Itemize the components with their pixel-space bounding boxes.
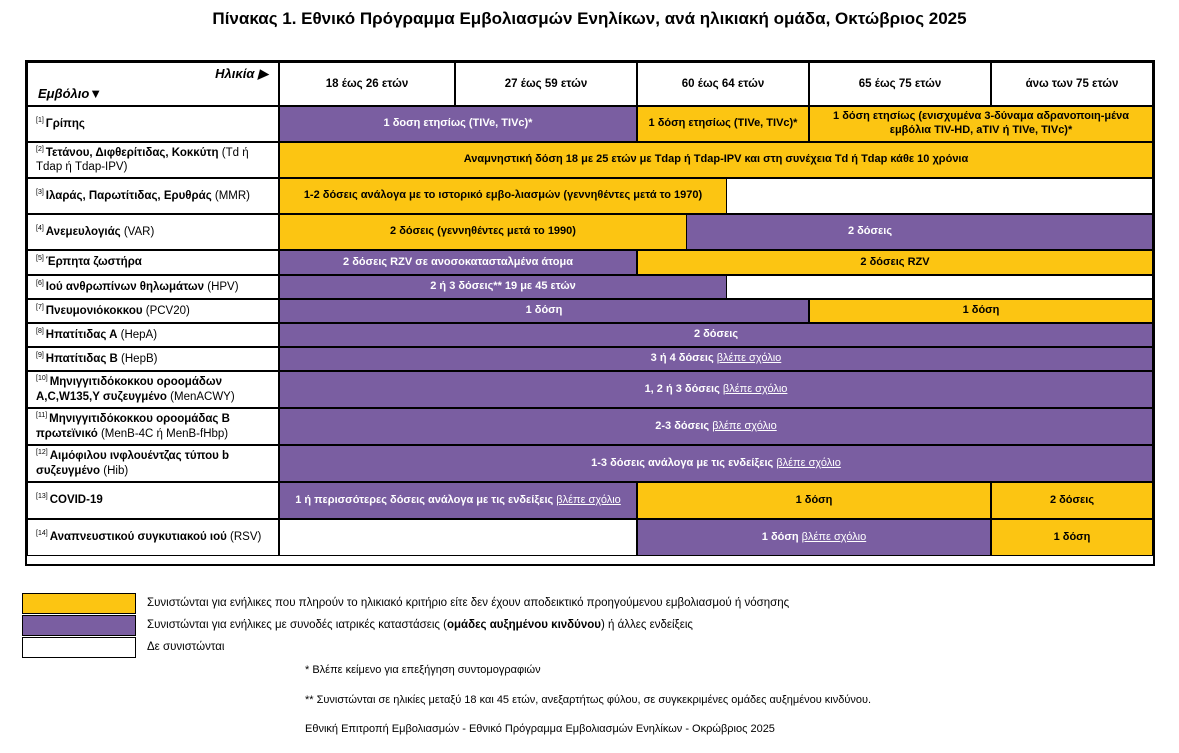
recommendation-text: 2 δόσεις RZV bbox=[860, 255, 930, 268]
vaccine-name: Ηπατίτιδας Α bbox=[45, 328, 118, 341]
page-title: Πίνακας 1. Εθνικό Πρόγραμμα Εμβολιασμών Ενηλίκων, ανά ηλικιακή ομάδα, Οκτώβριος 2025 bbox=[212, 9, 967, 28]
vaccine-name: Ιού ανθρωπίνων θηλωμάτων bbox=[45, 280, 205, 293]
recommendation-text: 1, 2 ή 3 δόσεις bbox=[644, 382, 720, 395]
recommendation-text: 1 δόση bbox=[962, 304, 1000, 317]
vaccine-abbreviation: (HepA) bbox=[120, 328, 158, 341]
legend-swatch-yellow bbox=[22, 593, 136, 614]
age-header-over-75: άνω των 75 ετών bbox=[991, 62, 1153, 106]
reference-number: [5] bbox=[36, 255, 44, 263]
reference-number: [8] bbox=[36, 327, 44, 335]
see-note-link[interactable]: βλέπε σχόλιο bbox=[722, 382, 788, 395]
recommendation-cell-yellow bbox=[637, 106, 809, 142]
vaccine-name: COVID-19 bbox=[49, 494, 103, 507]
reference-number: [1] bbox=[36, 116, 44, 124]
recommendation-text: 2 δόσεις bbox=[847, 225, 893, 238]
vaccine-abbreviation: (MMR) bbox=[214, 189, 251, 202]
recommendation-text: 2 δόσεις RZV σε ανοσοκατασταλμένα άτομα bbox=[343, 255, 573, 268]
recommendation-text: 1 δόση bbox=[795, 493, 833, 506]
recommendation-cell-yellow bbox=[279, 214, 687, 250]
legend-text-purple: Συνιστώνται για ενήλικες με συνοδές ιατρικές καταστάσεις (ομάδες αυξημένου κινδύνου) ή άλλες ενδείξεις bbox=[147, 619, 693, 631]
age-header-65-75: 65 έως 75 ετών bbox=[809, 62, 991, 106]
age-header-18-26: 18 έως 26 ετών bbox=[279, 62, 455, 106]
vaccine-axis-label: Εμβόλιο▼ bbox=[38, 85, 103, 101]
reference-number: [13] bbox=[36, 493, 48, 501]
table-corner-header bbox=[27, 62, 279, 106]
vaccine-name-cell bbox=[27, 519, 279, 556]
recommendation-text: 1 δόση ετησίως (TIVe, TIVc)* bbox=[648, 117, 798, 130]
recommendation-text: 2 δόσεις bbox=[693, 328, 739, 341]
reference-number: [6] bbox=[36, 279, 44, 287]
age-header-60-64: 60 έως 64 ετών bbox=[637, 62, 809, 106]
see-note-link[interactable]: βλέπε σχόλιο bbox=[556, 493, 621, 506]
recommendation-text: 1 ή περισσότερες δόσεις ανάλογα με τις ενδείξεις bbox=[295, 493, 554, 506]
vaccine-name: Αιμόφιλου ινφλουέντζας τύπου b συζευγμένο bbox=[36, 450, 230, 477]
vaccine-name-cell bbox=[27, 250, 279, 275]
recommendation-cell-purple bbox=[279, 445, 1153, 482]
recommendation-cell-yellow bbox=[279, 142, 1153, 178]
recommendation-text: 1 δόση bbox=[1053, 530, 1091, 543]
recommendation-cell-purple bbox=[279, 347, 1153, 371]
reference-number: [14] bbox=[36, 530, 48, 538]
recommendation-cell-yellow bbox=[991, 519, 1153, 556]
recommendation-text: 1-2 δόσεις ανάλογα με το ιστορικό εμβο-λιασμών (γεννηθέντες μετά το 1970) bbox=[303, 189, 703, 202]
recommendation-text: 2-3 δόσεις bbox=[655, 419, 710, 432]
recommendation-cell-yellow bbox=[279, 178, 727, 214]
reference-number: [12] bbox=[36, 449, 48, 457]
vaccine-name: Ιλαράς, Παρωτίτιδας, Ερυθράς bbox=[45, 189, 212, 202]
vaccine-name: Μηνιγγιτιδόκοκκου οροομάδων A,C,W135,Y συζευγμένο bbox=[36, 376, 222, 403]
recommendation-cell-purple bbox=[279, 371, 1153, 408]
vaccine-abbreviation: (MenB-4C ή MenB-fHbp) bbox=[100, 427, 229, 440]
see-note-link[interactable]: βλέπε σχόλιο bbox=[712, 419, 777, 432]
recommendation-cell-purple bbox=[279, 275, 727, 299]
vaccine-name-cell bbox=[27, 214, 279, 250]
vaccine-name-cell bbox=[27, 408, 279, 445]
vaccine-name: Ηπατίτιδας Β bbox=[45, 352, 118, 365]
reference-number: [10] bbox=[36, 375, 48, 383]
vaccine-abbreviation: (Hib) bbox=[103, 464, 129, 477]
legend-swatch-white bbox=[22, 637, 136, 658]
recommendation-text: 1-3 δόσεις ανάλογα με τις ενδείξεις bbox=[591, 456, 774, 469]
vaccine-name-cell bbox=[27, 482, 279, 519]
recommendation-cell-yellow bbox=[809, 299, 1153, 323]
vaccination-table bbox=[25, 60, 1155, 566]
recommendation-text: 2 δόσεις (γεννηθέντες μετά το 1990) bbox=[390, 225, 576, 238]
age-axis-label: Ηλικία ▶ bbox=[215, 66, 268, 81]
recommendation-cell-yellow bbox=[991, 482, 1153, 519]
recommendation-text: 2 δόσεις bbox=[1049, 493, 1095, 506]
age-header-27-59: 27 έως 59 ετών bbox=[455, 62, 637, 106]
vaccine-name-cell bbox=[27, 106, 279, 142]
vaccine-name-cell bbox=[27, 275, 279, 299]
vaccine-name: Αναπνευστικού συγκυτιακού ιού bbox=[49, 531, 227, 544]
vaccine-abbreviation: (RSV) bbox=[230, 531, 262, 544]
legend-text-yellow: Συνιστώνται για ενήλικες που πληρούν το ηλικιακό κριτήριο είτε δεν έχουν αποδεικτικό προηγούμενου εμβολιασμού ή νόσησης bbox=[147, 597, 790, 609]
recommendation-cell-purple bbox=[637, 519, 991, 556]
recommendation-cell-white bbox=[279, 519, 637, 556]
vaccine-name: Έρπητα ζωστήρα bbox=[45, 256, 142, 269]
recommendation-cell-yellow bbox=[637, 482, 991, 519]
note-star: * Βλέπε κείμενο για επεξήγηση συντομογραφιών bbox=[305, 664, 541, 676]
reference-number: [11] bbox=[36, 412, 48, 420]
reference-number: [3] bbox=[36, 188, 44, 196]
see-note-link[interactable]: βλέπε σχόλιο bbox=[776, 456, 841, 469]
vaccine-name-cell bbox=[27, 445, 279, 482]
recommendation-cell-purple bbox=[279, 250, 637, 275]
legend-bold-risk-groups: ομάδες αυξημένου κινδύνου bbox=[447, 619, 601, 631]
recommendation-text: 1 δόση bbox=[525, 304, 563, 317]
vaccine-abbreviation: (PCV20) bbox=[145, 304, 190, 317]
vaccine-abbreviation: (MenACWY) bbox=[170, 390, 235, 403]
recommendation-text: 1 δόση bbox=[761, 530, 799, 543]
recommendation-cell-purple bbox=[279, 299, 809, 323]
see-note-link[interactable]: βλέπε σχόλιο bbox=[716, 352, 782, 365]
recommendation-text: 2 ή 3 δόσεις** 19 με 45 ετών bbox=[430, 280, 576, 293]
see-note-link[interactable]: βλέπε σχόλιο bbox=[801, 530, 867, 543]
legend-text-white: Δε συνιστώνται bbox=[147, 641, 225, 653]
vaccine-name: Γρίπης bbox=[45, 117, 85, 130]
recommendation-text: 3 ή 4 δόσεις bbox=[650, 352, 714, 365]
vaccine-name-cell bbox=[27, 178, 279, 214]
vaccine-name-cell bbox=[27, 299, 279, 323]
vaccine-name-cell bbox=[27, 323, 279, 347]
recommendation-cell-purple bbox=[279, 106, 637, 142]
vaccine-name-cell bbox=[27, 371, 279, 408]
reference-number: [2] bbox=[36, 145, 44, 153]
reference-number: [9] bbox=[36, 351, 44, 359]
reference-number: [4] bbox=[36, 224, 44, 232]
recommendation-cell-purple bbox=[279, 408, 1153, 445]
legend-swatch-purple bbox=[22, 615, 136, 636]
vaccine-name-cell bbox=[27, 347, 279, 371]
recommendation-cell-yellow bbox=[637, 250, 1153, 275]
recommendation-text: 1 δοση ετησίως (TIVe, TIVc)* bbox=[383, 117, 533, 130]
recommendation-text: 1 δόση ετησίως (ενισχυμένα 3-δύναμα αδρανοποιη-μένα εμβόλια TIV-HD, aTIV ή TIVe, TIVc)* bbox=[833, 110, 1129, 136]
recommendation-cell-purple bbox=[279, 482, 637, 519]
vaccine-name: Ανεμευλογιάς bbox=[45, 225, 121, 238]
vaccine-abbreviation: (HPV) bbox=[207, 280, 239, 293]
recommendation-cell-yellow bbox=[809, 106, 1153, 142]
vaccine-abbreviation: (VAR) bbox=[123, 225, 155, 238]
recommendation-cell-purple bbox=[279, 323, 1153, 347]
reference-number: [7] bbox=[36, 303, 44, 311]
recommendation-text: Αναμνηστική δόση 18 με 25 ετών με Tdap ή Tdap-IPV και στη συνέχεια Td ή Tdap κάθε 10 χρόνια bbox=[463, 153, 969, 166]
note-footer: Εθνική Επιτροπή Εμβολιασμών - Εθνικό Πρόγραμμα Εμβολιασμών Ενηλίκων - Οκρώβριος 2025 bbox=[305, 723, 775, 735]
vaccine-abbreviation: (Td ή Tdap ή Tdap-IPV) bbox=[36, 146, 249, 173]
vaccine-name: Τετάνου, Διφθερίτιδας, Κοκκύτη bbox=[45, 146, 219, 159]
vaccine-name: Μηνιγγιτιδόκοκκου οροομάδας Β πρωτεϊνικό bbox=[36, 413, 230, 440]
vaccine-name-cell bbox=[27, 142, 279, 178]
note-double-star: ** Συνιστώνται σε ηλικίες μεταξύ 18 και 45 ετών, ανεξαρτήτως φύλου, σε συγκεκριμένες ομάδες αυξημένου κινδύνου. bbox=[305, 694, 872, 706]
vaccine-name: Πνευμονιόκοκκου bbox=[45, 304, 143, 317]
vaccine-abbreviation: (HepB) bbox=[121, 352, 158, 365]
